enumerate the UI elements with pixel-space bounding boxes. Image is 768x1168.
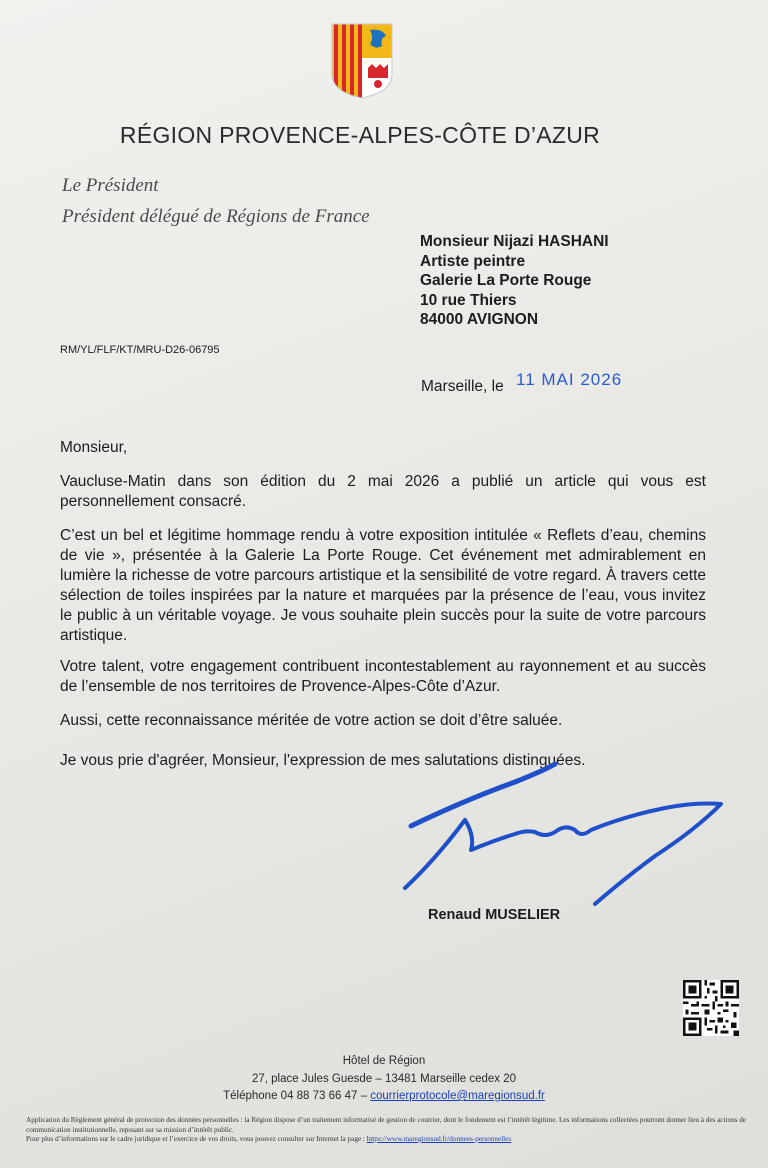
letter-paragraph-2: C’est un bel et légitime hommage rendu à votre exposition intitulée « Reflets d’eau, chemins de vie », présentée à la Galerie La Porte Rouge. Cet événement met admirablement en lumière la richesse de votre parcours artistique et la sensibilité de votre regard. À travers cette sélection de toiles inspirées par la nature et marquées par la présence de l’eau, vous invitez le public à un véritable voyage. Je vous souhaite plein succès pour la suite de votre parcours artistique. [60,527,706,644]
letter-paragraph-1: Vaucluse-Matin dans son édition du 2 mai 2026 a publié un article qui vous est personnellement consacré. [60,473,706,510]
letter-paragraph-4: Aussi, cette reconnaissance méritée de votre action se doit d’être saluée. [60,712,563,729]
footer-phone: Téléphone 04 88 73 66 47 – [223,1090,367,1102]
footer-email-link[interactable]: courrierprotocole@maregionsud.fr [370,1090,545,1102]
letter-salutation: Monsieur, [60,439,128,456]
legal-notice: Application du Règlement général de protection des données personnelles : la Région dispose d’un traitement informatisé de gestion de courrier, dont le fondement est l’intérêt légitime. Les informations collectées pourront donner lieu à des actions de communication institutionnelle, reposant sur sa mission d’intérêt public. [26,1116,747,1134]
recipient-gallery: Galerie La Porte Rouge [420,272,592,289]
letter-closing: Je vous prie d'agréer, Monsieur, l'expression de mes salutations distinguées. [60,752,586,769]
qr-code [683,980,739,1036]
organization-name: RÉGION PROVENCE-ALPES-CÔTE D’AZUR [119,122,601,148]
legal-notice-link-line [26,1135,756,1145]
recipient-name: Monsieur Nijazi HASHANI [420,233,609,250]
date-stamp: 11 MAI 2026 [516,370,623,389]
letter-paragraph-3: Votre talent, votre engagement contribuent incontestablement au rayonnement et au succès de l’ensemble de nos territoires de Provence-Alpes-Côte d’Azur. [60,658,706,695]
footer-contact [0,1087,768,1105]
date-prefix: Marseille, le [421,378,504,395]
recipient-street: 10 rue Thiers [420,291,517,309]
recipient-role: Artiste peintre [420,252,526,270]
legal-link-prefix: Pour plus d’informations sur le cadre juridique et l’exercice de vos droits, vous pouvez consulter sur Internet la page : [26,1135,365,1143]
footer-address: 27, place Jules Guesde – 13481 Marseille cedex 20 [251,1073,517,1085]
sender-title: Le Président [62,175,159,196]
handwritten-signature [395,760,735,910]
region-crest-logo [330,22,394,100]
legal-privacy-link[interactable]: https://www.maregionsud.fr/donnees-personnelles [366,1135,512,1143]
sender-subtitle: Président délégué de Régions de France [62,206,370,227]
footer-building: Hôtel de Région [342,1055,426,1067]
signatory-name: Renaud MUSELIER [428,907,561,923]
date-line [421,370,623,396]
reference-number: RM/YL/FLF/KT/MRU-D26-06795 [60,344,220,356]
recipient-city: 84000 AVIGNON [420,311,539,328]
recipient-address [420,232,609,330]
